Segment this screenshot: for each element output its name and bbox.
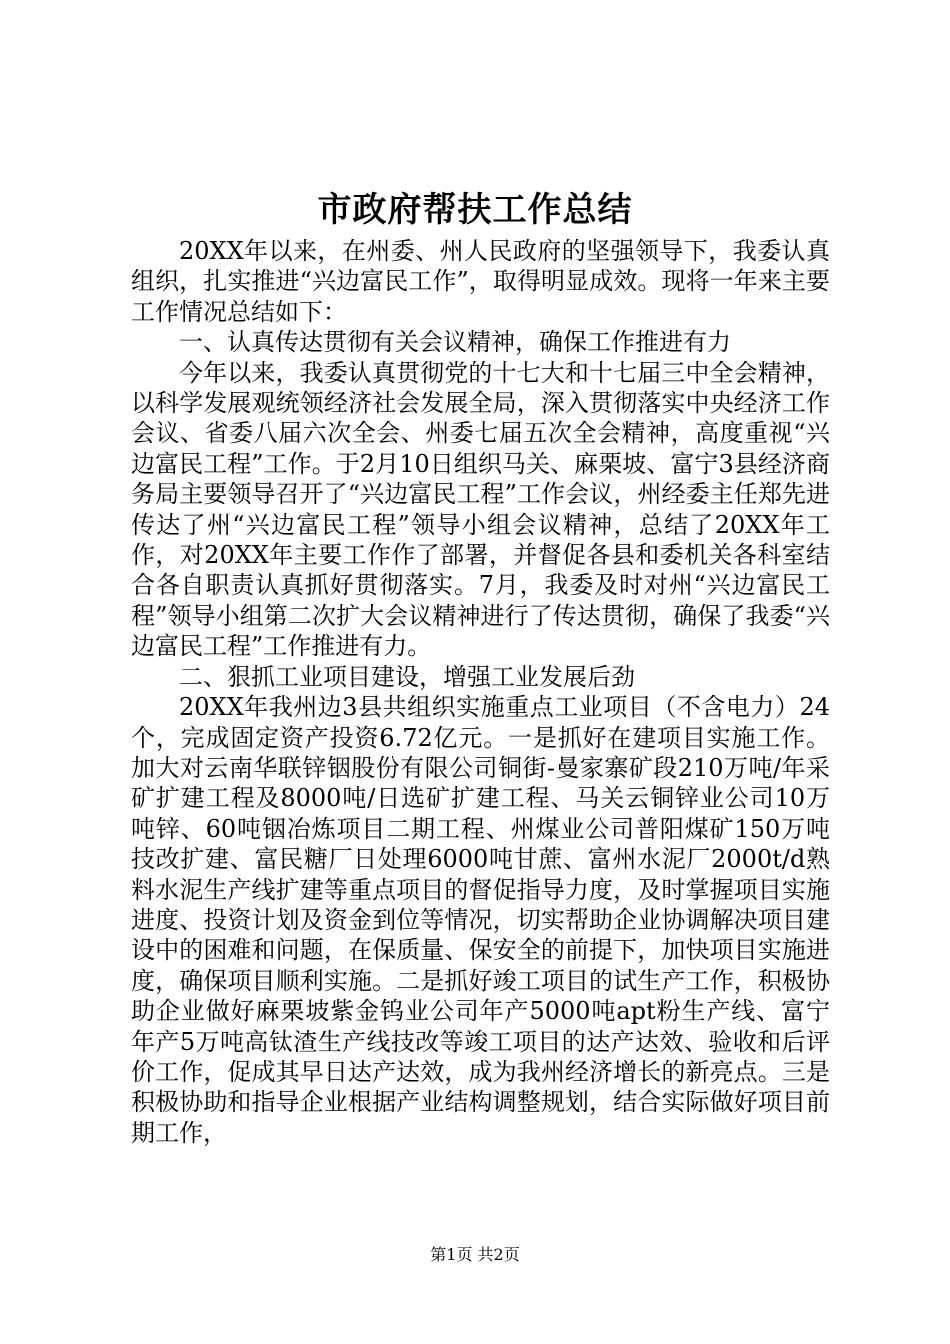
section-2-paragraph: 20XX年我州边3县共组织实施重点工业项目（不含电力）24个，完成固定资产投资6.72亿元。一是抓好在建项目实施工作。加大对云南华联锌铟股份有限公司铜街-曼家寨矿段210万吨/年采矿扩建工程及8000吨/日选矿扩建工程、马关云铜锌业公司10万吨锌、60吨铟冶炼项目二期工程、州煤业公司普阳煤矿150万吨技改扩建、富民糖厂日处理6000吨甘蔗、富州水泥厂2000t/d熟料水泥生产线扩建等重点项目的督促指导力度，及时掌握项目实施进度、投资计划及资金到位等情况，切实帮助企业协调解决项目建设中的困难和问题，在保质量、保安全的前提下，加快项目实施进度，确保项目顺利实施。二是抓好竣工项目的试生产工作，积极协助企业做好麻栗坡紫金钨业公司年产5000吨apt粉生产线、富宁年产5万吨高钛渣生产线技改等竣工项目的达产达效、验收和后评价工作，促成其早日达产达效，成为我州经济增长的新亮点。三是积极协助和指导企业根据产业结构调整规划，结合实际做好项目前期工作，: [131, 693, 830, 1147]
section-heading-2: 二、狠抓工业项目建设，增强工业发展后劲: [179, 662, 635, 691]
intro-paragraph: 20XX年以来，在州委、州人民政府的坚强领导下，我委认真组织，扎实推进“兴边富民工作”，取得明显成效。现将一年来主要工作情况总结如下：: [131, 237, 830, 326]
page-footer: 第1页 共2页: [430, 1245, 520, 1264]
section-1-paragraph: 今年以来，我委认真贯彻党的十七大和十七届三中全会精神，以科学发展观统领经济社会发展全局，深入贯彻落实中央经济工作会议、省委八届六次全会、州委七届五次全会精神，高度重视“兴边富民工程”工作。于2月10日组织马关、麻栗坡、富宁3县经济商务局主要领导召开了“兴边富民工程”工作会议，州经委主任郑先进传达了州“兴边富民工程”领导小组会议精神，总结了20XX年工作，对20XX年主要工作作了部署，并督促各县和委机关各科室结合各自职责认真抓好贯彻落实。7月，我委及时对州“兴边富民工程”领导小组第二次扩大会议精神进行了传达贯彻，确保了我委“兴边富民工程”工作推进有力。: [131, 358, 830, 661]
document-title: 市政府帮扶工作总结: [317, 190, 633, 230]
document-body: [131, 236, 830, 1148]
section-heading-1: 一、认真传达贯彻有关会议精神，确保工作推进有力: [179, 328, 731, 357]
